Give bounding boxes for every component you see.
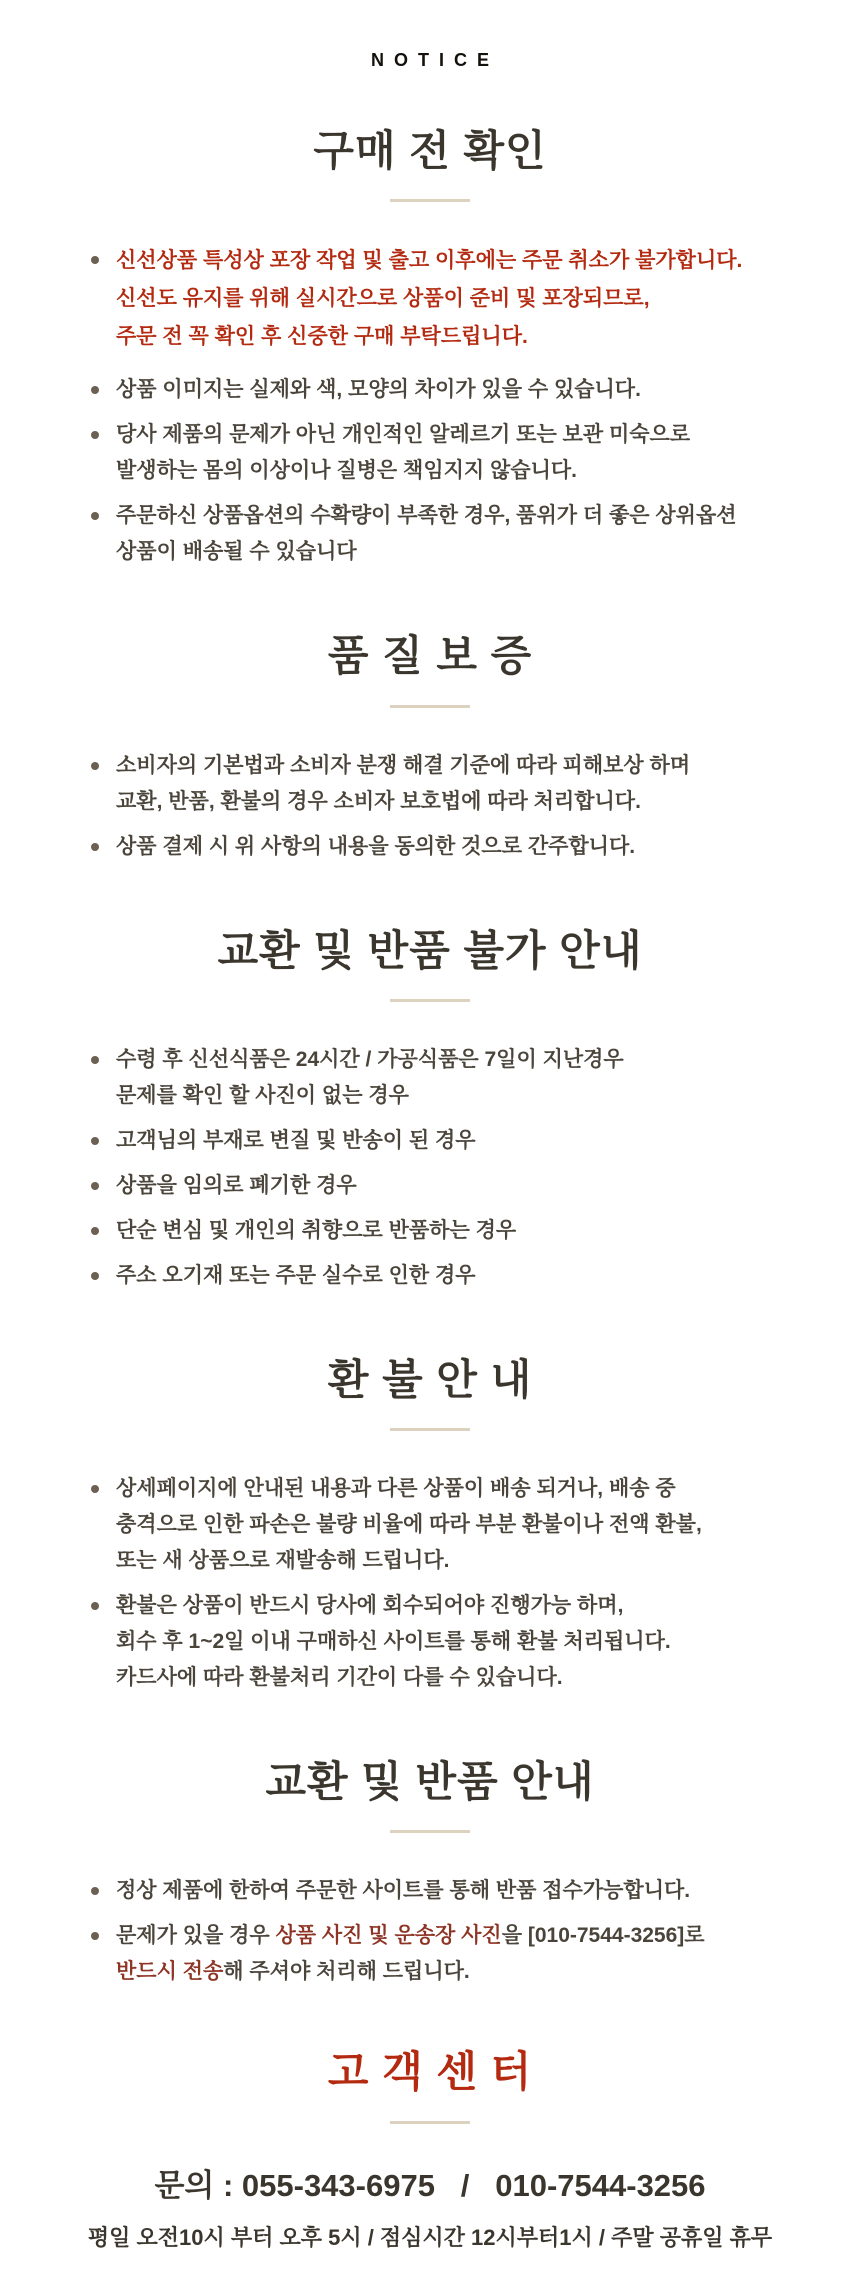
contact-phone-line: 문의 : 055-343-6975 / 010-7544-3256 — [154, 2167, 706, 2203]
bullet-text: 소비자의 기본법과 소비자 분쟁 해결 기준에 따라 피해보상 하며 — [116, 753, 691, 777]
bullet-line — [116, 1588, 800, 1624]
bullet-item — [88, 1042, 800, 1114]
bullet-text: 상품 결제 시 위 사항의 내용을 동의한 것으로 간주합니다. — [116, 834, 636, 858]
section-title: 환 불 안 내 — [327, 1355, 533, 1403]
bullet-text: 환불은 상품이 반드시 당사에 회수되어야 진행가능 하며, — [116, 1594, 624, 1618]
bullet-line — [116, 372, 800, 408]
bullet-item — [88, 1471, 800, 1579]
bullet-list — [0, 1042, 860, 1294]
notice-kicker: NOTICE — [370, 50, 499, 70]
bullet-text: 반드시 전송 — [116, 1960, 224, 1984]
bullet-line — [116, 534, 800, 570]
bullet-line — [116, 1507, 800, 1543]
section-purchase-check — [0, 127, 860, 570]
bullet-item — [88, 1258, 800, 1294]
bullet-text: 회수 후 1~2일 이내 구매하신 사이트를 통해 환불 처리됩니다. — [116, 1630, 671, 1654]
bullet-line — [116, 829, 800, 865]
bullet-text: 해 주셔야 처리해 드립니다. — [223, 1960, 470, 1984]
bullet-line — [116, 1042, 800, 1078]
bullet-text: 카드사에 따라 환불처리 기간이 다를 수 있습니다. — [116, 1666, 563, 1690]
bullet-text: 상품 사진 및 운송장 사진 — [275, 1924, 502, 1948]
bullet-text: 문제가 있을 경우 — [116, 1924, 276, 1948]
bullet-item — [88, 242, 800, 356]
bullet-item — [88, 748, 800, 820]
bullet-line — [116, 1954, 800, 1990]
bullet-text: 고객님의 부재로 변질 및 반송이 된 경우 — [116, 1128, 476, 1152]
bullet-text: 교환, 반품, 환불의 경우 소비자 보호법에 따라 처리합니다. — [116, 789, 641, 813]
bullet-item — [88, 372, 800, 408]
bullet-text: 수령 후 신선식품은 24시간 / 가공식품은 7일이 지난경우 — [116, 1047, 624, 1071]
bullet-text: 주문 전 꼭 확인 후 신중한 구매 부탁드립니다. — [116, 325, 528, 349]
section-title: 구매 전 확인 — [313, 127, 547, 174]
bullet-line — [116, 1624, 800, 1660]
bullet-item — [88, 1213, 800, 1249]
bullet-text: 당사 제품의 문제가 아닌 개인적인 알레르기 또는 보관 미숙으로 — [116, 423, 691, 447]
section-divider — [390, 705, 470, 708]
bullet-line — [116, 280, 800, 318]
bullet-text: 문제를 확인 할 사진이 없는 경우 — [116, 1083, 409, 1107]
bullet-text: 상품이 배송될 수 있습니다 — [116, 540, 357, 564]
bullet-item — [88, 1873, 800, 1909]
customer-center-title: 고 객 센 터 — [327, 2048, 533, 2096]
bullet-line — [116, 1471, 800, 1507]
bullet-text: 신선도 유지를 위해 실시간으로 상품이 준비 및 포장되므로, — [116, 287, 650, 311]
section-divider — [390, 1428, 470, 1431]
section-divider — [390, 1830, 470, 1833]
bullet-text: 주문하신 상품옵션의 수확량이 부족한 경우, 품위가 더 좋은 상위옵션 — [116, 504, 737, 528]
section-title: 교환 및 반품 불가 안내 — [217, 926, 643, 974]
bullet-line — [116, 417, 800, 453]
bullet-text: 상품을 임의로 폐기한 경우 — [116, 1173, 357, 1197]
bullet-item — [88, 498, 800, 570]
bullet-line — [116, 318, 800, 356]
bullet-list — [0, 1471, 860, 1696]
bullet-text: 단순 변심 및 개인의 취향으로 반품하는 경우 — [116, 1218, 517, 1242]
bullet-line — [116, 1543, 800, 1579]
bullet-line — [116, 1168, 800, 1204]
bullet-text: 신선상품 특성상 포장 작업 및 출고 이후에는 주문 취소가 불가합니다. — [116, 249, 743, 273]
bullet-line — [116, 1123, 800, 1159]
bullet-text: 주소 오기재 또는 주문 실수로 인한 경우 — [116, 1263, 476, 1287]
bullet-text: 충격으로 인한 파손은 불량 비율에 따라 부분 환불이나 전액 환불, — [116, 1513, 702, 1537]
bullet-list — [0, 242, 860, 570]
section-title: 교환 및 반품 안내 — [265, 1758, 595, 1806]
sections-container — [0, 127, 860, 1990]
bullet-line — [116, 242, 800, 280]
bullet-item — [88, 1168, 800, 1204]
section-customer-center — [0, 2048, 860, 2251]
section-refund-guide — [0, 1356, 860, 1696]
bullet-line — [116, 1918, 800, 1954]
business-hours: 평일 오전10시 부터 오후 5시 / 점심시간 12시부터1시 / 주말 공휴일 휴무 — [87, 2224, 773, 2250]
bullet-text: 상세페이지에 안내된 내용과 다른 상품이 배송 되거나, 배송 중 — [116, 1477, 676, 1501]
section-quality-guarantee — [0, 632, 860, 864]
bullet-text: 또는 새 상품으로 재발송해 드립니다. — [116, 1549, 450, 1573]
bullet-item — [88, 1588, 800, 1696]
bullet-line — [116, 1258, 800, 1294]
bullet-list — [0, 748, 860, 865]
section-no-exchange-return — [0, 927, 860, 1294]
bullet-line — [116, 1873, 800, 1909]
bullet-text: 을 [010-7544-3256]로 — [501, 1924, 705, 1948]
bullet-item — [88, 417, 800, 489]
bullet-line — [116, 453, 800, 489]
bullet-text: 정상 제품에 한하여 주문한 사이트를 통해 반품 접수가능합니다. — [116, 1879, 691, 1903]
bullet-line — [116, 1660, 800, 1696]
section-title: 품 질 보 증 — [327, 632, 533, 680]
bullet-item — [88, 1123, 800, 1159]
section-divider — [390, 199, 470, 202]
bullet-item — [88, 1918, 800, 1990]
section-divider — [390, 2121, 470, 2124]
bullet-item — [88, 829, 800, 865]
bullet-text: 발생하는 몸의 이상이나 질병은 책임지지 않습니다. — [116, 459, 578, 483]
bullet-line — [116, 784, 800, 820]
section-divider — [390, 999, 470, 1002]
bullet-line — [116, 1213, 800, 1249]
bullet-line — [116, 1078, 800, 1114]
bullet-list — [0, 1873, 860, 1990]
bullet-text: 상품 이미지는 실제와 색, 모양의 차이가 있을 수 있습니다. — [116, 378, 641, 402]
bullet-line — [116, 748, 800, 784]
section-exchange-return-guide — [0, 1758, 860, 1990]
bullet-line — [116, 498, 800, 534]
